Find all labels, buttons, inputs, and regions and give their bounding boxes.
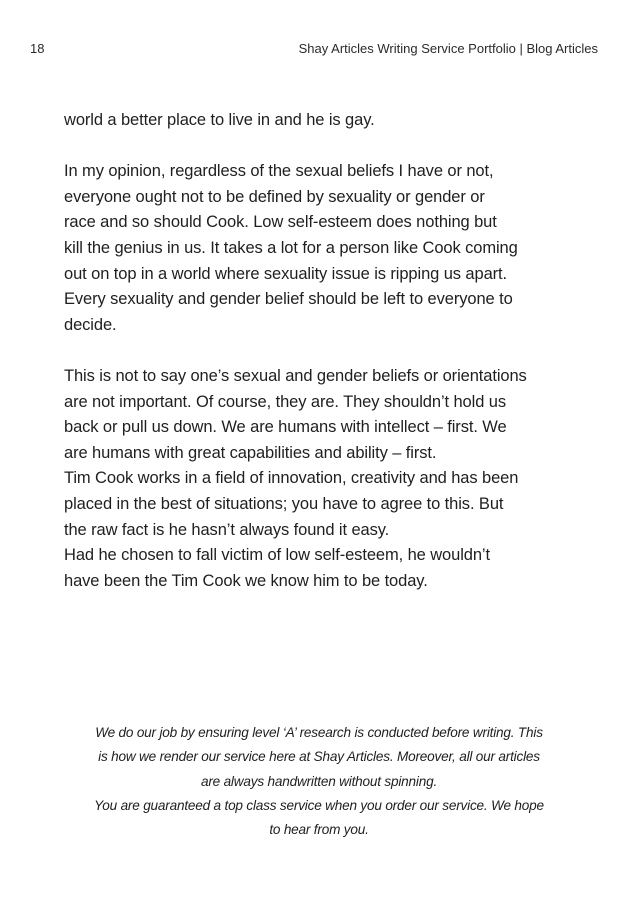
text-line: out on top in a world where sexuality issue is ripping us apart. — [64, 264, 508, 283]
text-line: are not important. Of course, they are. They shouldn’t hold us — [64, 392, 506, 411]
footer-line: are always handwritten without spinning. — [200, 773, 438, 789]
text-line: Tim Cook works in a field of innovation, creativity and has been — [64, 469, 519, 488]
text-line: world a better place to live in and he is gay. — [64, 111, 375, 129]
text-line: kill the genius in us. It takes a lot for a person like Cook coming — [64, 238, 518, 257]
running-header: Shay Articles Writing Service Portfolio | Blog Articles — [298, 41, 598, 56]
text-line: race and so should Cook. Low self-esteem does nothing but — [64, 213, 497, 232]
body-text — [64, 108, 584, 594]
paragraph-1 — [64, 108, 584, 134]
paragraph-2 — [64, 159, 584, 338]
text-line: everyone ought not to be defined by sexuality or gender or — [64, 187, 485, 206]
text-line: In my opinion, regardless of the sexual beliefs I have or not, — [64, 162, 494, 181]
text-line: decide. — [64, 315, 117, 334]
text-line: back or pull us down. We are humans with intellect – first. We — [64, 418, 507, 437]
text-line: are humans with great capabilities and ability – first. — [64, 443, 437, 462]
text-line: This is not to say one’s sexual and gender beliefs or orientations — [64, 366, 527, 385]
paragraph-3 — [64, 364, 584, 594]
footer-line: You are guaranteed a top class service when you order our service. We hope — [94, 797, 544, 813]
text-line: placed in the best of situations; you have to agree to this. But — [64, 494, 504, 513]
text-line: have been the Tim Cook we know him to be today. — [64, 571, 428, 590]
footer-line: We do our job by ensuring level ‘A’ research is conducted before writing. This — [95, 725, 543, 740]
footer-line: to hear from you. — [269, 822, 369, 838]
footer-note — [50, 721, 588, 842]
footer-line: is how we render our service here at Shay Articles. Moreover, all our articles — [98, 749, 540, 765]
text-line: Had he chosen to fall victim of low self-esteem, he wouldn’t — [64, 546, 490, 565]
text-line: the raw fact is he hasn’t always found it easy. — [64, 520, 390, 539]
text-line: Every sexuality and gender belief should be left to everyone to — [64, 290, 513, 309]
page-number: 18 — [30, 41, 45, 56]
